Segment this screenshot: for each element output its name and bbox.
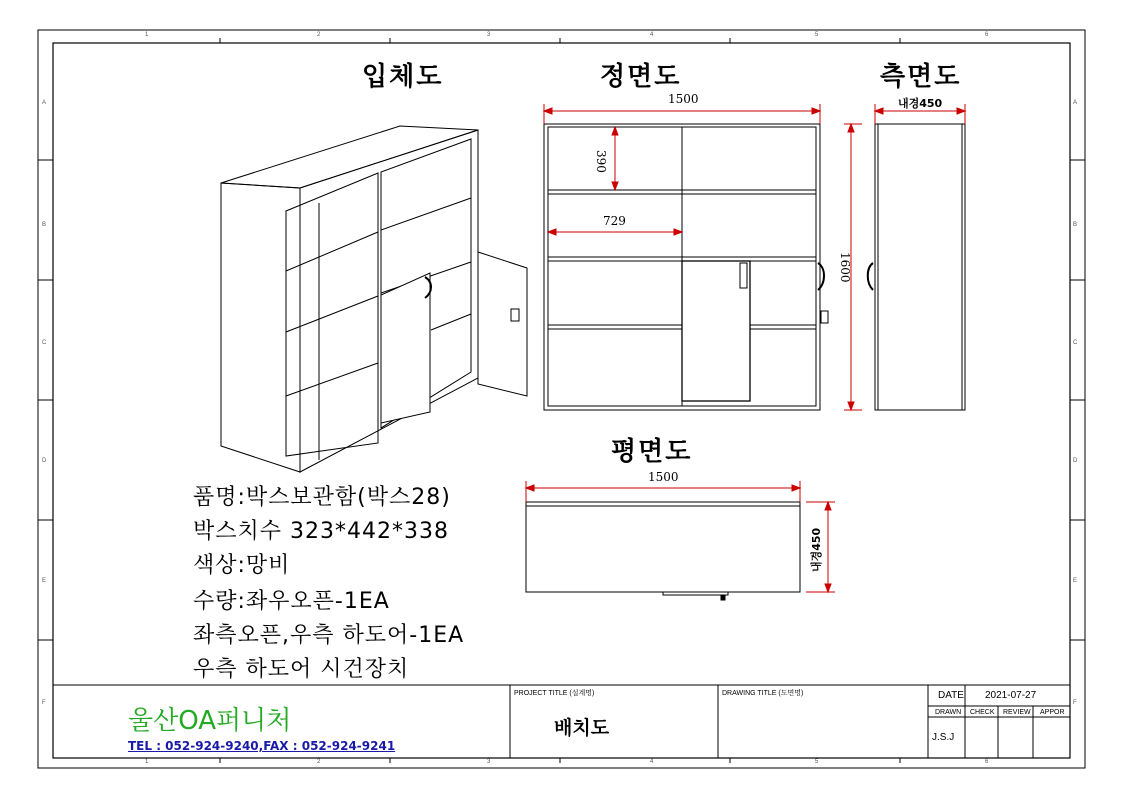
- review-label: REVIEW: [1003, 709, 1031, 716]
- spec-item-name: 품명:박스보관함(박스28): [193, 485, 451, 510]
- side-view-title: 측면도: [880, 62, 962, 92]
- company-contact: TEL : 052-924-9240,FAX : 052-924-9241: [128, 739, 396, 753]
- grid-row-label: D: [1073, 458, 1078, 464]
- height-label: 1600: [838, 252, 852, 283]
- side-view: [868, 124, 965, 410]
- grid-col-label: 1: [145, 759, 149, 765]
- date-label: DATE: [938, 690, 964, 701]
- grid-col-label: 5: [815, 759, 819, 765]
- project-title-label: PROJECT TITLE (설계명): [514, 690, 595, 697]
- drawing-title-label: DRAWING TITLE (도면명): [722, 690, 804, 697]
- side-handle: [868, 263, 873, 290]
- plan-door-edge: [663, 592, 728, 595]
- grid-col-label: 4: [650, 759, 654, 765]
- iso-shelf: [381, 198, 471, 230]
- grid-row-label: B: [42, 222, 47, 228]
- grid-col-label: 5: [815, 32, 819, 38]
- grid-row-label: B: [1073, 222, 1078, 228]
- front-lock-icon: [821, 311, 828, 323]
- check-label: CHECK: [970, 709, 995, 716]
- spec-quantity: 수량:좌우오픈-1EA: [193, 589, 390, 614]
- grid-row-label: E: [42, 578, 47, 584]
- company-name: 울산OA퍼니처: [128, 706, 292, 736]
- inner-width-label: 729: [603, 214, 626, 228]
- iso-top: [221, 126, 478, 188]
- spec-box-size: 박스치수 323*442*338: [193, 519, 449, 544]
- plan-outline: [526, 502, 800, 592]
- drawn-by: J.S.J: [932, 732, 955, 743]
- plan-width-label: 1500: [648, 470, 679, 484]
- plan-view: [526, 502, 800, 600]
- iso-view-title: 입체도: [362, 62, 444, 92]
- iso-shelf: [431, 314, 471, 330]
- iso-side-panel: [221, 183, 300, 472]
- grid-row-label: A: [42, 100, 47, 106]
- front-view-title: 정면도: [600, 62, 682, 92]
- grid-col-label: 2: [317, 759, 321, 765]
- grid-row-label: D: [42, 458, 47, 464]
- grid-col-label: 6: [985, 32, 989, 38]
- spec-door-config: 좌측오픈,우측 하도어-1EA: [193, 623, 465, 648]
- grid-row-label: E: [1073, 578, 1078, 584]
- spec-color: 색상:망비: [193, 553, 291, 578]
- iso-view: [221, 126, 527, 472]
- front-view: [544, 124, 828, 410]
- side-depth-label: 내경450: [898, 97, 943, 110]
- front-handle: [818, 263, 824, 290]
- grid-row-label: F: [1073, 700, 1077, 706]
- inner-border: [53, 43, 1070, 758]
- plan-dimensions: [526, 481, 835, 592]
- grid-col-label: 4: [650, 32, 654, 38]
- grid-col-label: 1: [145, 32, 149, 38]
- grid-col-label: 2: [317, 32, 321, 38]
- plan-depth-label: 내경450: [810, 527, 823, 572]
- grid-row-label: F: [42, 700, 46, 706]
- grid-col-label: 6: [985, 759, 989, 765]
- approve-label: APPOR: [1040, 709, 1065, 716]
- spec-lock: 우측 하도어 시건장치: [193, 657, 410, 682]
- grid-row-label: A: [1073, 100, 1078, 106]
- plan-view-title: 평면도: [611, 437, 693, 467]
- grid-col-label: 3: [487, 759, 491, 765]
- grid-row-label: C: [1073, 340, 1078, 346]
- grid-col-label: 3: [487, 32, 491, 38]
- iso-open-door: [478, 252, 527, 396]
- project-title: 배치도: [554, 717, 610, 739]
- iso-left-door: [381, 273, 430, 423]
- front-width-label: 1500: [668, 92, 699, 106]
- grid-row-label: C: [42, 340, 47, 346]
- date-value: 2021-07-27: [985, 690, 1037, 701]
- shelf-gap-label: 390: [594, 150, 608, 173]
- drawn-label: DRAWN: [935, 709, 962, 716]
- side-outline: [875, 124, 965, 410]
